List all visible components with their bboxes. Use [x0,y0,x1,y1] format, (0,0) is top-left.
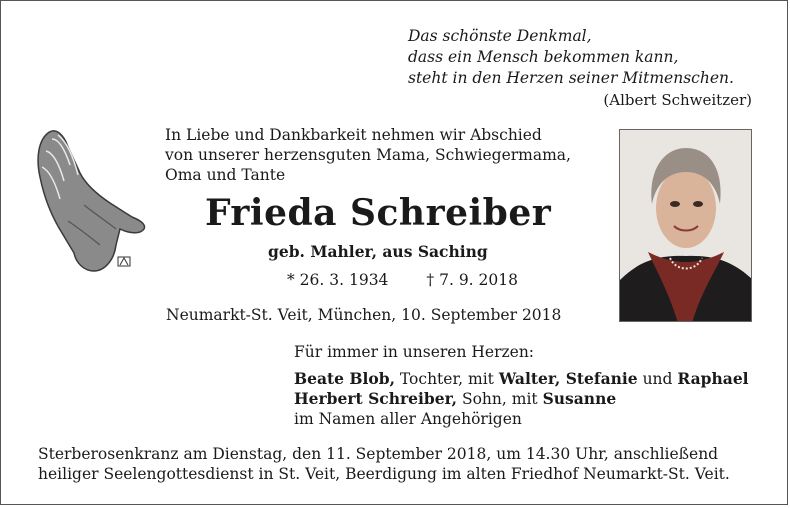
intro-text [165,125,571,185]
mourner-line [294,369,749,389]
closing-line: Für immer in unseren Herzen: [294,343,535,361]
mourner-name: Raphael [677,369,749,388]
mourner-line: im Namen aller Angehörigen [294,410,522,428]
mourner-line [294,389,749,409]
funeral-line: heiliger Seelengottesdienst in St. Veit, Beerdigung im alten Friedhof Neumarkt-St. Veit. [38,465,730,483]
funeral-line: Sterberosenkranz am Dienstag, den 11. September 2018, um 14.30 Uhr, anschließend [38,445,719,463]
funeral-info [38,444,730,484]
mourner-name: Herbert Schreiber, [294,389,458,408]
mourner-name: Susanne [542,389,617,408]
mourners-list [294,369,749,429]
intro-line: von unserer herzensguten Mama, Schwiegermama, [165,146,571,164]
quote-line: steht in den Herzen seiner Mitmenschen. [408,69,734,87]
quote-line: dass ein Mensch bekommen kann, [408,48,679,66]
portrait-photo [619,129,752,322]
mourner-relation: und [637,370,678,388]
mourner-relation: Sohn, mit [457,390,543,408]
quote-author: (Albert Schweitzer) [603,91,752,109]
quote-line: Das schönste Denkmal, [408,27,592,45]
deceased-name: Frieda Schreiber [205,192,552,234]
praying-hands-icon [28,125,148,277]
intro-line: Oma und Tante [165,166,286,184]
mourner-relation: Tochter, mit [395,370,499,388]
death-date: † 7. 9. 2018 [426,271,518,289]
life-dates [287,271,518,289]
birth-date: * 26. 3. 1934 [287,271,389,289]
birth-name: geb. Mahler, aus Saching [268,242,488,261]
intro-line: In Liebe und Dankbarkeit nehmen wir Abschied [165,126,542,144]
mourner-name: Beate Blob, [294,369,395,388]
epitaph-quote [408,26,734,89]
place-date: Neumarkt-St. Veit, München, 10. September 2018 [166,306,562,324]
mourner-name: Walter, Stefanie [498,369,638,388]
